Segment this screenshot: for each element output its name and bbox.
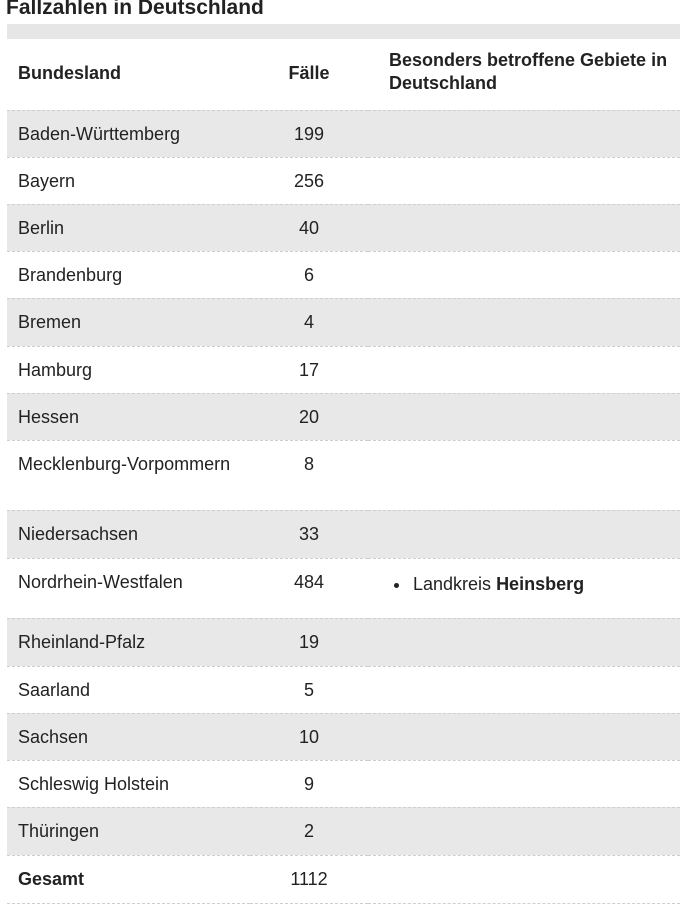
cell-state: Mecklenburg-Vorpommern [7,440,250,510]
table-row [7,393,680,440]
cell-areas [368,713,680,760]
cell-areas [368,558,680,618]
cell-state: Brandenburg [7,251,250,298]
cell-areas [368,510,680,558]
table-row [7,618,680,666]
header-band [7,24,680,39]
cell-state: Hessen [7,393,250,440]
cell-state: Thüringen [7,807,250,855]
cell-cases: 40 [250,204,368,251]
cell-areas [368,346,680,393]
cell-cases: 4 [250,298,368,346]
cell-cases: 9 [250,760,368,807]
column-header-cases: Fälle [250,39,368,110]
cell-areas [368,618,680,666]
table-row [7,807,680,855]
cell-areas [368,760,680,807]
affected-areas-list [389,573,680,596]
cell-cases: 6 [250,251,368,298]
cell-state: Bremen [7,298,250,346]
cell-state: Sachsen [7,713,250,760]
table-row [7,110,680,157]
column-header-state: Bundesland [7,39,250,110]
cell-state: Nordrhein-Westfalen [7,558,250,618]
table-row [7,298,680,346]
cell-cases: 199 [250,110,368,157]
cell-state: Berlin [7,204,250,251]
cell-areas [368,666,680,713]
cell-state: Rheinland-Pfalz [7,618,250,666]
total-cases: 1112 [250,855,368,903]
cell-cases: 8 [250,440,368,510]
cell-areas [368,393,680,440]
cell-cases: 2 [250,807,368,855]
table-row [7,558,680,618]
table-total-row [7,855,680,903]
column-header-areas: Besonders betroffene Gebiete in Deutschland [368,39,680,110]
cell-cases: 20 [250,393,368,440]
cell-areas [368,855,680,903]
table-row [7,440,680,510]
cell-cases: 256 [250,157,368,204]
table-row [7,157,680,204]
table-row [7,760,680,807]
cell-areas [368,440,680,510]
table-row [7,666,680,713]
table-row [7,204,680,251]
cell-cases: 19 [250,618,368,666]
page-title: Fallzahlen in Deutschland [6,0,264,19]
table-row [7,510,680,558]
cell-state: Niedersachsen [7,510,250,558]
cell-state: Bayern [7,157,250,204]
cell-areas [368,157,680,204]
cell-areas [368,251,680,298]
cell-cases: 17 [250,346,368,393]
cell-areas [368,807,680,855]
area-name: Heinsberg [496,573,585,594]
table-row [7,346,680,393]
table-body [7,110,680,903]
cell-state: Saarland [7,666,250,713]
cell-areas [368,204,680,251]
cases-table [7,39,680,904]
area-prefix: Landkreis [413,573,492,594]
table-row [7,713,680,760]
total-label: Gesamt [7,855,250,903]
cell-areas [368,110,680,157]
cell-state: Schleswig Holstein [7,760,250,807]
cell-cases: 5 [250,666,368,713]
cell-cases: 33 [250,510,368,558]
cell-state: Baden-Württemberg [7,110,250,157]
list-item [413,573,680,596]
cell-cases: 10 [250,713,368,760]
cell-areas [368,298,680,346]
table-row [7,251,680,298]
cell-cases: 484 [250,558,368,618]
cell-state: Hamburg [7,346,250,393]
table-header-row [7,39,680,110]
